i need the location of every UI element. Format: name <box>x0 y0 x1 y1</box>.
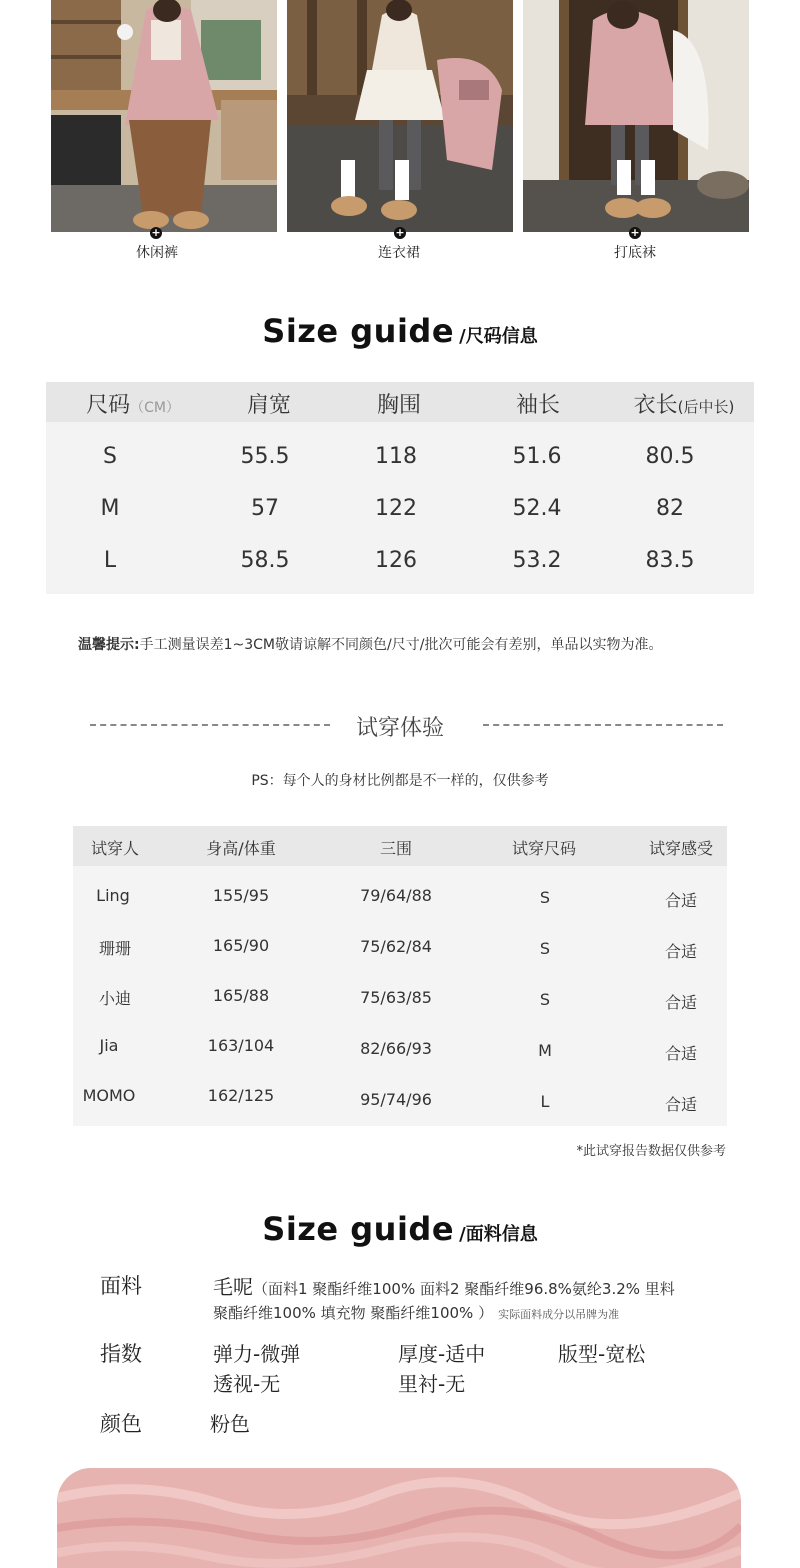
try-cell-height-weight: 165/88 <box>212 986 270 1005</box>
try-header-height-weight: 身高/体重 <box>206 839 276 858</box>
plus-icon: + <box>395 226 405 239</box>
size-cell-size: S <box>103 444 117 469</box>
outfit-caption-dress: 连衣裙 <box>378 245 420 261</box>
try-cell-feeling: 合适 <box>664 942 698 961</box>
fabric-material-detail-1: （面料1 聚酯纤维100% 面料2 聚酯纤维96.8%氨纶3.2% 里料 <box>253 1280 675 1298</box>
fabric-elasticity: 弹力-微弹 <box>213 1342 301 1366</box>
try-on-title: 试穿体验 <box>355 716 444 741</box>
try-cell-height-weight: 165/90 <box>212 936 270 955</box>
size-guide-title-cn: /尺码信息 <box>459 326 538 347</box>
try-on-table-header <box>73 826 727 866</box>
size-cell-length: 83.5 <box>645 548 695 573</box>
size-cell-sleeve: 51.6 <box>512 444 562 469</box>
fabric-material-line-2 <box>213 1302 619 1323</box>
fabric-color-value: 粉色 <box>210 1412 250 1436</box>
size-header-length <box>634 388 735 419</box>
tip-text: 手工测量误差1~3CM敬请谅解不同颜色/尺寸/批次可能会有差别，单品以实物为准。 <box>139 637 663 653</box>
size-header-length-label: 衣长 <box>633 393 678 418</box>
size-cell-sleeve: 53.2 <box>512 548 562 573</box>
try-cell-size: S <box>539 990 551 1009</box>
outfit-caption-casual-pants: 休闲裤 <box>136 245 178 261</box>
measurement-tip <box>78 634 662 654</box>
size-cell-chest: 118 <box>375 444 417 469</box>
try-cell-size: S <box>539 888 551 907</box>
size-cell-shoulder: 57 <box>251 496 279 521</box>
size-header-label: 尺码 <box>86 393 131 418</box>
try-cell-measurements: 75/63/85 <box>360 988 432 1007</box>
size-cell-size: L <box>103 548 117 573</box>
outfit-photo-dress <box>287 0 513 232</box>
try-header-person: 试穿人 <box>90 839 140 858</box>
try-header-measurements: 三围 <box>379 839 413 858</box>
size-header-shoulder: 肩宽 <box>246 393 292 418</box>
size-header-chest: 胸围 <box>376 393 422 418</box>
try-cell-person: Ling <box>96 886 130 905</box>
size-header-unit: （CM） <box>130 400 180 416</box>
fabric-thickness: 厚度-适中 <box>398 1342 486 1366</box>
size-table <box>46 382 754 594</box>
size-header-size <box>86 388 180 419</box>
try-cell-feeling: 合适 <box>664 891 698 910</box>
fabric-material-line-1 <box>213 1271 675 1300</box>
fabric-material-detail-2: 聚酯纤维100% 填充物 聚酯纤维100% ） <box>213 1304 494 1322</box>
size-cell-sleeve: 52.4 <box>512 496 562 521</box>
fabric-texture-photo <box>57 1468 741 1568</box>
fabric-material-note: 实际面料成分以吊牌为准 <box>498 1308 620 1321</box>
plus-icon: + <box>630 226 640 239</box>
outfit-photo-tights <box>523 0 749 232</box>
size-header-sleeve: 袖长 <box>515 393 561 418</box>
size-header-length-note: (后中长) <box>677 398 735 416</box>
plus-icon: + <box>151 226 161 239</box>
fabric-transparency: 透视-无 <box>213 1372 281 1396</box>
try-cell-size: L <box>540 1092 550 1111</box>
fabric-material-label: 面料 <box>100 1274 142 1298</box>
try-cell-feeling: 合适 <box>664 993 698 1012</box>
size-cell-shoulder: 55.5 <box>240 444 290 469</box>
fabric-lining: 里衬-无 <box>398 1372 466 1396</box>
try-on-footnote: *此试穿报告数据仅供参考 <box>576 1144 726 1159</box>
try-cell-measurements: 82/66/93 <box>360 1039 432 1058</box>
try-cell-height-weight: 162/125 <box>207 1086 275 1105</box>
fabric-index-label: 指数 <box>100 1342 142 1366</box>
try-cell-feeling: 合适 <box>664 1095 698 1114</box>
try-cell-person: 小迪 <box>98 989 132 1008</box>
fabric-guide-title-cn: /面料信息 <box>459 1224 538 1245</box>
fabric-color-label: 颜色 <box>100 1412 142 1436</box>
size-cell-chest: 126 <box>375 548 417 573</box>
size-cell-length: 82 <box>656 496 684 521</box>
try-cell-measurements: 79/64/88 <box>360 886 432 905</box>
size-cell-chest: 122 <box>375 496 417 521</box>
outfit-caption-tights: 打底袜 <box>614 245 656 261</box>
size-cell-shoulder: 58.5 <box>240 548 290 573</box>
try-header-feeling: 试穿感受 <box>648 839 714 858</box>
try-header-size: 试穿尺码 <box>511 839 577 858</box>
try-cell-feeling: 合适 <box>664 1044 698 1063</box>
try-cell-person: MOMO <box>82 1086 136 1105</box>
fabric-guide-heading <box>0 1210 800 1248</box>
try-cell-size: M <box>538 1041 552 1060</box>
try-cell-height-weight: 155/95 <box>212 886 270 905</box>
try-cell-height-weight: 163/104 <box>207 1036 275 1055</box>
fabric-material-main: 毛呢 <box>213 1275 253 1299</box>
size-guide-heading <box>0 312 800 350</box>
try-cell-measurements: 75/62/84 <box>360 937 432 956</box>
fabric-guide-title-en: Size guide <box>262 1210 455 1248</box>
try-cell-measurements: 95/74/96 <box>360 1090 432 1109</box>
fabric-fit: 版型-宽松 <box>558 1342 646 1366</box>
try-cell-size: S <box>539 939 551 958</box>
size-cell-size: M <box>100 496 120 521</box>
tip-label: 温馨提示: <box>78 637 140 653</box>
try-cell-person: Jia <box>99 1036 119 1055</box>
size-guide-title-en: Size guide <box>262 312 455 350</box>
size-table-header <box>46 382 754 422</box>
try-cell-person: 珊珊 <box>98 939 132 958</box>
outfit-photo-casual-pants <box>51 0 277 232</box>
try-on-table <box>73 826 727 1126</box>
size-cell-length: 80.5 <box>645 444 695 469</box>
try-on-ps-note: PS：每个人的身材比例都是不一样的，仅供参考 <box>251 773 549 789</box>
